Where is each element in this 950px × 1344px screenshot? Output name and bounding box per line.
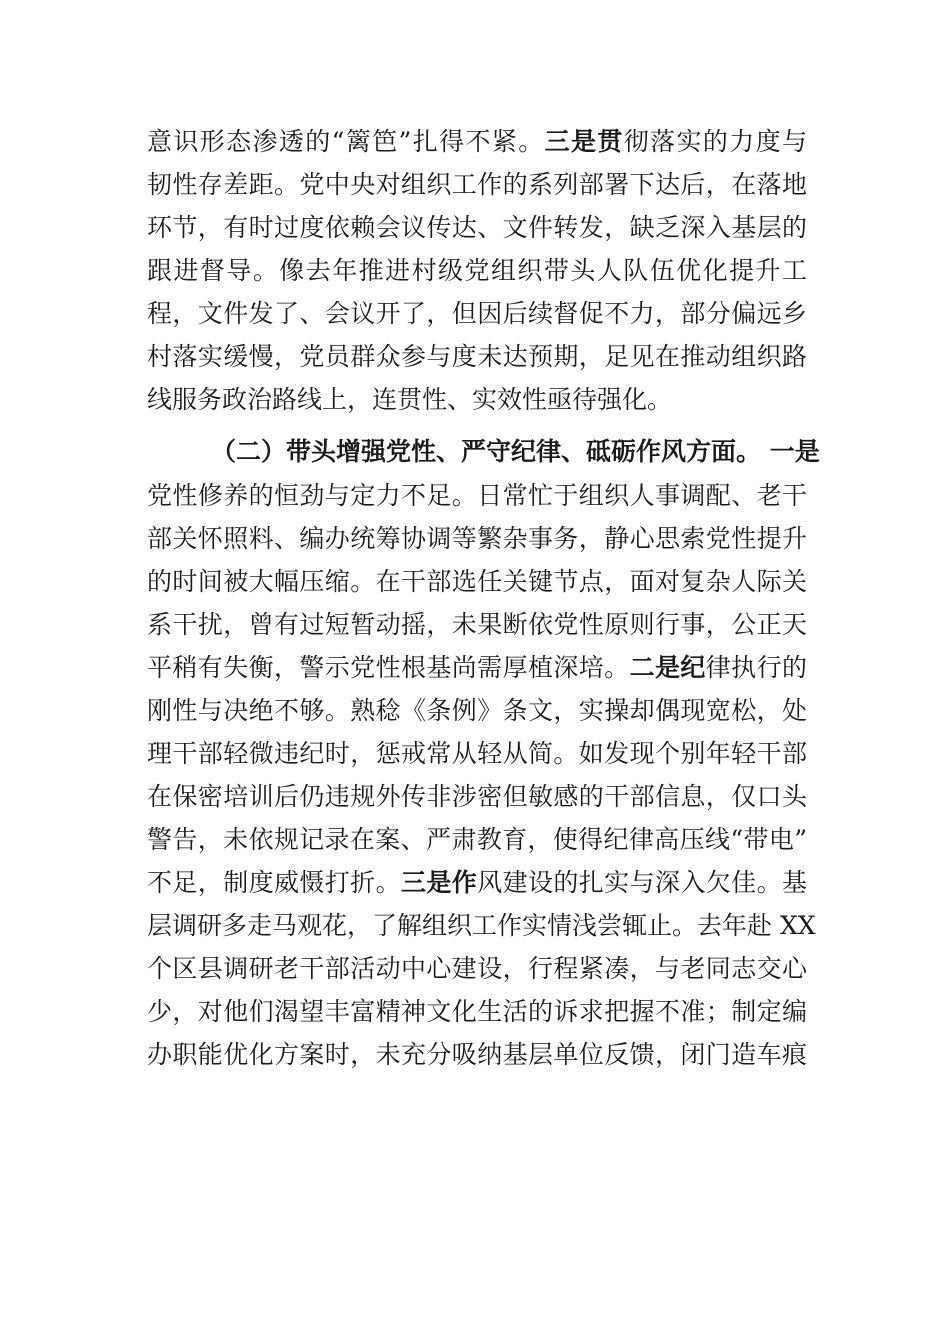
text-run: 的时间被大幅压缩。在干部选任关键节点，面对复杂人际关 — [147, 567, 807, 596]
text-line — [147, 732, 807, 775]
text-run: 线服务政治路线上，连贯性、实效性亟待强化。 — [147, 385, 673, 414]
text-run: 办职能优化方案时，未充分吸纳基层单位反馈，闭门造车痕 — [147, 1040, 807, 1069]
bold-text-run: 二是纪 — [629, 653, 706, 682]
text-run: 程，文件发了、会议开了，但因后续督促不力，部分偏远乡 — [147, 299, 807, 328]
text-line — [147, 517, 807, 560]
text-run: 少，对他们渴望丰富精神文化生活的诉求把握不准；制定编 — [147, 997, 807, 1026]
text-run: 层调研多走马观花，了解组织工作实情浅尝辄止。去年赴 XX — [147, 911, 816, 940]
text-run: 刚性与决绝不够。熟稔《条例》条文，实操却偶现宽松，处 — [147, 696, 807, 725]
text-run: 彻落实的力度与 — [623, 127, 807, 156]
text-line — [147, 292, 807, 335]
text-line — [147, 378, 807, 421]
text-line — [147, 904, 816, 947]
text-line — [147, 947, 807, 990]
text-run: 部关怀照料、编办统筹协调等繁杂事务，静心思索党性提升 — [147, 524, 807, 553]
text-line — [147, 1033, 807, 1076]
text-run: 韧性存差距。党中央对组织工作的系列部署下达后，在落地 — [147, 170, 807, 199]
text-line — [147, 120, 807, 163]
text-run: 在保密培训后仍违规外传非涉密但敏感的干部信息，仅口头 — [147, 782, 807, 811]
text-line — [147, 163, 807, 206]
text-run: 理干部轻微违纪时，惩戒常从轻从简。如发现个别年轻干部 — [147, 739, 807, 768]
section-heading — [147, 430, 820, 473]
text-run: 环节，有时过度依赖会议传达、文件转发，缺乏深入基层的 — [147, 213, 807, 242]
text-run: 风建设的扎实与深入欠佳。基 — [477, 868, 807, 897]
text-run: 系干扰，曾有过短暂动摇，未果断依党性原则行事，公正天 — [147, 610, 807, 639]
text-run: 个区县调研老干部活动中心建设，行程紧凑，与老同志交心 — [147, 954, 807, 983]
text-run: 意识形态渗透的“篱笆”扎得不紧。 — [147, 127, 545, 156]
text-line — [147, 990, 807, 1033]
text-line — [147, 775, 807, 818]
bold-text-run: 三是贯 — [544, 127, 624, 156]
text-line — [147, 818, 807, 861]
document-body — [147, 120, 820, 1076]
text-line — [147, 560, 807, 603]
text-run: 村落实缓慢，党员群众参与度未达预期，足见在推动组织路 — [147, 342, 807, 371]
text-run: 警告，未依规记录在案、严肃教育，使得纪律高压线“带电” — [147, 825, 807, 854]
bold-text-run: （二）带头增强党性、严守纪律、砥砺作风方面。 一是 — [211, 437, 820, 466]
text-line — [147, 861, 807, 904]
text-line — [147, 249, 807, 292]
bold-text-run: 三是作 — [400, 868, 478, 897]
text-run: 平稍有失衡，警示党性根基尚需厚植深培。 — [147, 653, 630, 682]
text-line — [147, 646, 807, 689]
text-line — [147, 474, 807, 517]
text-line — [147, 689, 807, 732]
text-run: 不足，制度威慑打折。 — [147, 868, 401, 897]
text-run: 律执行的 — [705, 653, 807, 682]
text-run: 跟进督导。像去年推进村级党组织带头人队伍优化提升工 — [147, 256, 807, 285]
text-run: 党性修养的恒劲与定力不足。日常忙于组织人事调配、老干 — [147, 481, 807, 510]
text-line — [147, 206, 807, 249]
text-line — [147, 603, 807, 646]
text-line — [147, 335, 807, 378]
